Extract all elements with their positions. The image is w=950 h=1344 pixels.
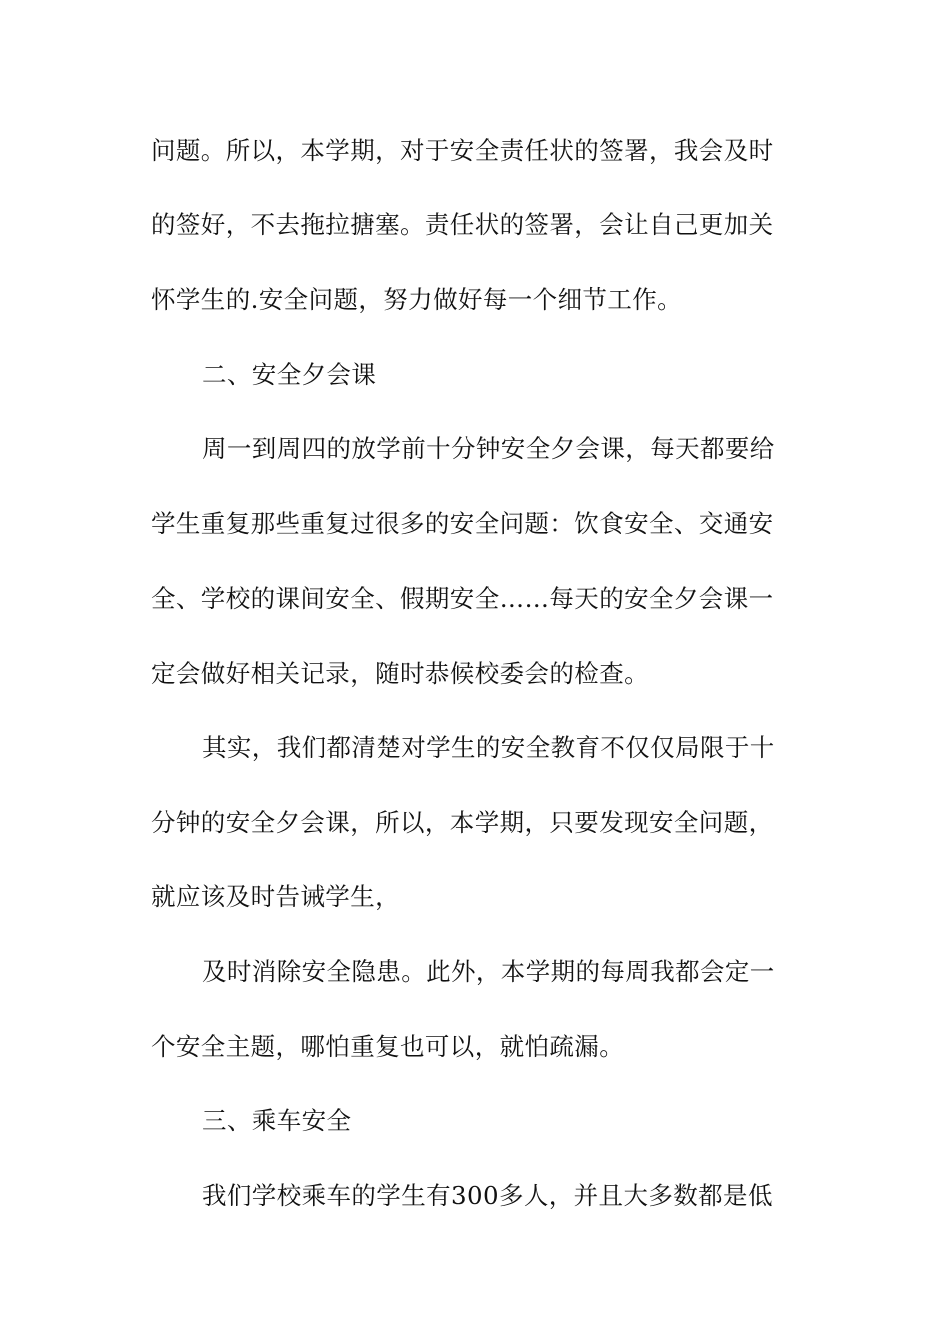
paragraph-line: 其实，我们都清楚对学生的安全教育不仅仅局限于十 xyxy=(202,733,775,762)
paragraph-line: 问题。所以，本学期，对于安全责任状的签署，我会及时 xyxy=(151,136,774,165)
paragraph-line: 全、学校的课间安全、假期安全……每天的安全夕会课一 xyxy=(151,584,774,613)
paragraph-line: 分钟的安全夕会课，所以，本学期，只要发现安全问题， xyxy=(151,808,774,837)
section-heading: 二、安全夕会课 xyxy=(202,360,377,389)
paragraph-line: 定会做好相关记录，随时恭候校委会的检查。 xyxy=(151,659,649,688)
paragraph-line: 及时消除安全隐患。此外，本学期的每周我都会定一 xyxy=(202,957,775,986)
paragraph-line: 学生重复那些重复过很多的安全问题：饮食安全、交通安 xyxy=(151,509,774,538)
paragraph-line: 的签好，不去拖拉搪塞。责任状的签署，会让自己更加关 xyxy=(151,210,774,239)
paragraph-line: 周一到周四的放学前十分钟安全夕会课，每天都要给 xyxy=(202,434,775,463)
paragraph-line: 我们学校乘车的学生有300多人，并且大多数都是低 xyxy=(202,1181,773,1210)
paragraph-line: 个安全主题，哪怕重复也可以，就怕疏漏。 xyxy=(151,1032,625,1061)
paragraph-line: 就应该及时告诫学生， xyxy=(151,882,400,911)
section-heading: 三、乘车安全 xyxy=(202,1106,352,1135)
paragraph-line: 怀学生的.安全问题，努力做好每一个细节工作。 xyxy=(151,285,683,314)
